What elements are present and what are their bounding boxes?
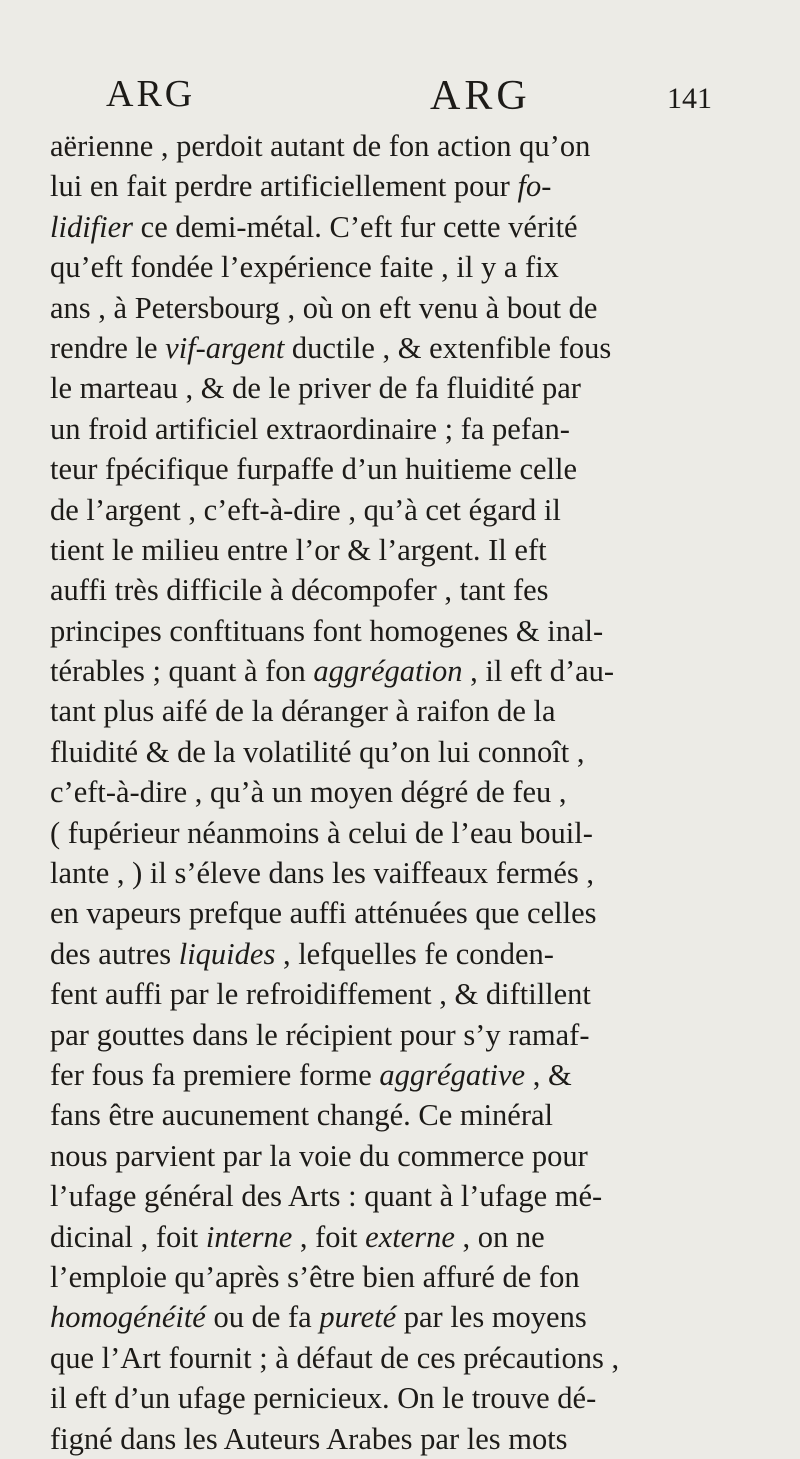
text-run: ductile , & extenfible fous [284, 330, 612, 365]
text-line [50, 166, 770, 206]
text-run: figné dans les Auteurs Arabes par les mots [50, 1421, 568, 1456]
text-run: tient le milieu entre l’or & l’argent. Il eft [50, 532, 547, 567]
italic-term: aggrégation [313, 654, 463, 689]
text-run: dicinal , foit [50, 1219, 206, 1254]
text-run: , il eft d’au- [462, 654, 615, 689]
text-line [50, 772, 770, 812]
text-run: , foit [292, 1219, 366, 1254]
italic-term: interne [205, 1219, 293, 1254]
running-header [0, 72, 800, 132]
italic-term: pureté [319, 1300, 397, 1335]
text-line [50, 1297, 770, 1337]
text-run: de l’argent , c’eft-à-dire , qu’à cet égard il [50, 492, 561, 527]
text-line [50, 1419, 770, 1459]
text-line [50, 934, 770, 974]
text-run: aërienne , perdoit autant de fon action qu’on [50, 129, 591, 163]
italic-term: liquides [178, 936, 276, 971]
text-run: par gouttes dans le récipient pour s’y ramaf- [50, 1017, 590, 1052]
text-run: il eft d’un ufage pernicieux. On le trouve dé- [50, 1381, 597, 1416]
text-run: le marteau , & de le priver de fa fluidité par [50, 371, 581, 406]
text-line [50, 207, 770, 247]
text-line [50, 853, 770, 893]
text-run: ce demi-métal. C’eft fur cette vérité [133, 209, 578, 244]
text-run: l’ufage général des Arts : quant à l’ufage mé- [50, 1179, 603, 1214]
text-run: lui en fait perdre artificiellement pour [50, 169, 518, 204]
text-run: fer fous fa premiere forme [50, 1057, 380, 1092]
text-run: fluidité & de la volatilité qu’on lui connoît , [50, 734, 585, 769]
text-run: un froid artificiel extraordinaire ; fa pefan- [50, 411, 570, 446]
text-line [50, 1015, 770, 1055]
text-run: , & [525, 1057, 572, 1092]
italic-term: externe [365, 1219, 455, 1254]
text-line [50, 288, 770, 328]
text-run: en vapeurs prefque auffi atténuées que celles [50, 896, 597, 931]
text-run: ( fupérieur néanmoins à celui de l’eau bouil- [50, 815, 593, 850]
text-line [50, 1176, 770, 1216]
italic-term: lidifier [50, 209, 134, 244]
text-line [50, 368, 770, 408]
text-line [50, 126, 770, 166]
text-line [50, 1338, 770, 1378]
text-line [50, 530, 770, 570]
text-run: par les moyens [396, 1300, 587, 1335]
text-line [50, 893, 770, 933]
text-line [50, 1136, 770, 1176]
text-line [50, 691, 770, 731]
text-line [50, 328, 770, 368]
text-line [50, 611, 770, 651]
text-line [50, 1055, 770, 1095]
text-run: tant plus aifé de la déranger à raifon de la [50, 694, 556, 729]
text-run: ans , à Petersbourg , où on eft venu à bout de [50, 290, 598, 325]
text-line [50, 1095, 770, 1135]
text-line [50, 449, 770, 489]
text-run: fans être aucunement changé. Ce minéral [50, 1098, 554, 1133]
text-line [50, 651, 770, 691]
text-run: nous parvient par la voie du commerce pour [50, 1138, 588, 1173]
text-run: auffi très difficile à décompofer , tant fes [50, 573, 549, 608]
page-number: 141 [667, 82, 712, 115]
text-run: que l’Art fournit ; à défaut de ces précautions , [50, 1340, 620, 1375]
italic-term: aggrégative [379, 1057, 526, 1092]
text-run: rendre le [50, 330, 166, 365]
text-run: des autres [50, 936, 179, 971]
text-run: lante , ) il s’éleve dans les vaiffeaux fermés , [50, 856, 594, 891]
text-line [50, 1217, 770, 1257]
body-text [50, 126, 770, 1459]
text-run: l’emploie qu’après s’être bien affuré de fon [50, 1259, 580, 1294]
text-line [50, 732, 770, 772]
text-run: ou de fa [205, 1300, 320, 1335]
italic-term: homogénéité [50, 1300, 206, 1335]
text-line [50, 490, 770, 530]
text-line [50, 570, 770, 610]
text-line [50, 247, 770, 287]
header-left-word: ARG [106, 73, 196, 115]
text-line [50, 409, 770, 449]
text-run: , lefquelles fe conden- [275, 936, 554, 971]
italic-term: fo- [517, 169, 552, 204]
text-run: térables ; quant à fon [50, 654, 314, 689]
header-right-word: ARG [430, 73, 531, 119]
text-line [50, 1378, 770, 1418]
text-run: principes conftituans font homogenes & inal- [50, 613, 604, 648]
text-run: fent auffi par le refroidiffement , & diftillent [50, 977, 591, 1012]
text-run: , on ne [454, 1219, 545, 1254]
text-line [50, 813, 770, 853]
text-line [50, 974, 770, 1014]
text-run: teur fpécifique furpaffe d’un huitieme celle [50, 452, 578, 487]
text-run: c’eft-à-dire , qu’à un moyen dégré de feu , [50, 775, 567, 810]
text-line [50, 1257, 770, 1297]
text-run: qu’eft fondée l’expérience faite , il y a fix [50, 250, 559, 285]
italic-term: vif-argent [165, 330, 285, 365]
